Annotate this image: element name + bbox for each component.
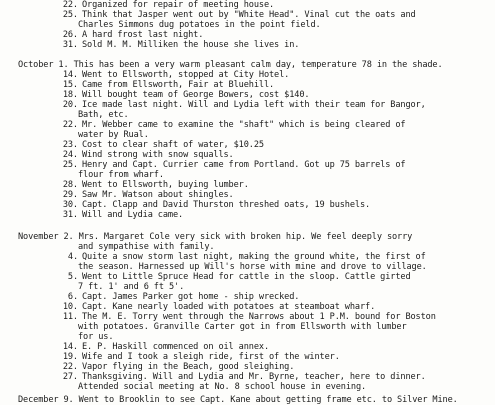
diary-line: 10. Capt. Kane nearly loaded with potatoes at steamboat wharf. xyxy=(62,302,376,312)
diary-line-continued: Attended social meeting at No. 8 school house in evening. xyxy=(78,382,367,392)
diary-line: 11. The M. E. Torry went through the Narrows about 1 P.M. bound for Boston xyxy=(62,312,436,322)
diary-line: 23. Cost to clear shaft of water, $10.25 xyxy=(62,140,264,150)
diary-line: 15. Came from Ellsworth, Fair at Bluehill. xyxy=(62,80,275,90)
diary-line: 27. Thanksgiving. Will and Lydia and Mr. Byrne, teacher, here to dinner. xyxy=(62,372,426,382)
diary-line: 30. Capt. Clapp and David Thurston threshed oats, 19 bushels. xyxy=(62,200,371,210)
diary-line-continued: the season. Harnessed up Will's horse with mine and drove to village. xyxy=(78,262,427,272)
diary-line: 25. Henry and Capt. Currier came from Portland. Got up 75 barrels of xyxy=(62,160,406,170)
diary-line: 31. Will and Lydia came. xyxy=(62,210,184,220)
diary-line: 4. Quite a snow storm last night, making the ground white, the first of xyxy=(67,252,426,262)
diary-line-continued: with potatoes. Granville Carter got in from Ellsworth with lumber xyxy=(78,322,407,332)
diary-line: 24. Wind strong with snow squalls. xyxy=(62,150,234,160)
diary-line: 28. Went to Ellsworth, buying lumber. xyxy=(62,180,249,190)
diary-line: 19. Wife and I took a sleigh ride, first of the winter. xyxy=(62,352,340,362)
diary-line-continued: Charles Simmons dug potatoes in the point field. xyxy=(78,20,321,30)
diary-line: 14. Went to Ellsworth, stopped at City Hotel. xyxy=(62,70,290,80)
diary-line-continued: flour from wharf. xyxy=(78,170,164,180)
diary-line: 31. Sold M. M. Milliken the house she lives in. xyxy=(62,40,300,50)
month-entry-november: November 2. Mrs. Margaret Cole very sick with broken hip. We feel deeply sorry xyxy=(18,232,413,242)
diary-line: 25. Think that Jasper went out by "White Head". Vinal cut the oats and xyxy=(62,10,416,20)
diary-line: 6. Capt. James Parker got home - ship wrecked. xyxy=(67,292,300,302)
diary-line: 20. Ice made last night. Will and Lydia left with their team for Bangor, xyxy=(62,100,426,110)
diary-line-continued: and sympathise with family. xyxy=(78,242,215,252)
diary-line: 26. A hard frost last night. xyxy=(62,30,204,40)
diary-line: 29. Saw Mr. Watson about shingles. xyxy=(62,190,234,200)
diary-line-continued: water by Rual. xyxy=(78,130,149,140)
month-entry-october: October 1. This has been a very warm pleasant calm day, temperature 78 in the shade. xyxy=(18,60,443,70)
diary-line: 5. Went to Little Spruce Head for cattle in the sloop. Cattle girted xyxy=(67,272,411,282)
diary-line: 14. E. P. Haskill commenced on oil annex. xyxy=(62,342,269,352)
diary-line: 22. Vapor flying in the Beach, good sleighing. xyxy=(62,362,295,372)
diary-line-continued: Bath, etc. xyxy=(78,110,129,120)
diary-line-continued: 7 ft. 1' and 6 ft 5'. xyxy=(78,282,185,292)
diary-line: 18. Will bought team of George Bowers, cost $140. xyxy=(62,90,310,100)
month-entry-december: December 9. Went to Brooklin to see Capt. Kane about getting frame etc. to Silver Mine. xyxy=(18,395,458,405)
diary-line: 22. Mr. Webber came to examine the "shaft" which is being cleared of xyxy=(62,120,406,130)
diary-line: 22. Organized for repair of meeting house. xyxy=(62,0,275,10)
diary-line-continued: for us. xyxy=(78,332,114,342)
